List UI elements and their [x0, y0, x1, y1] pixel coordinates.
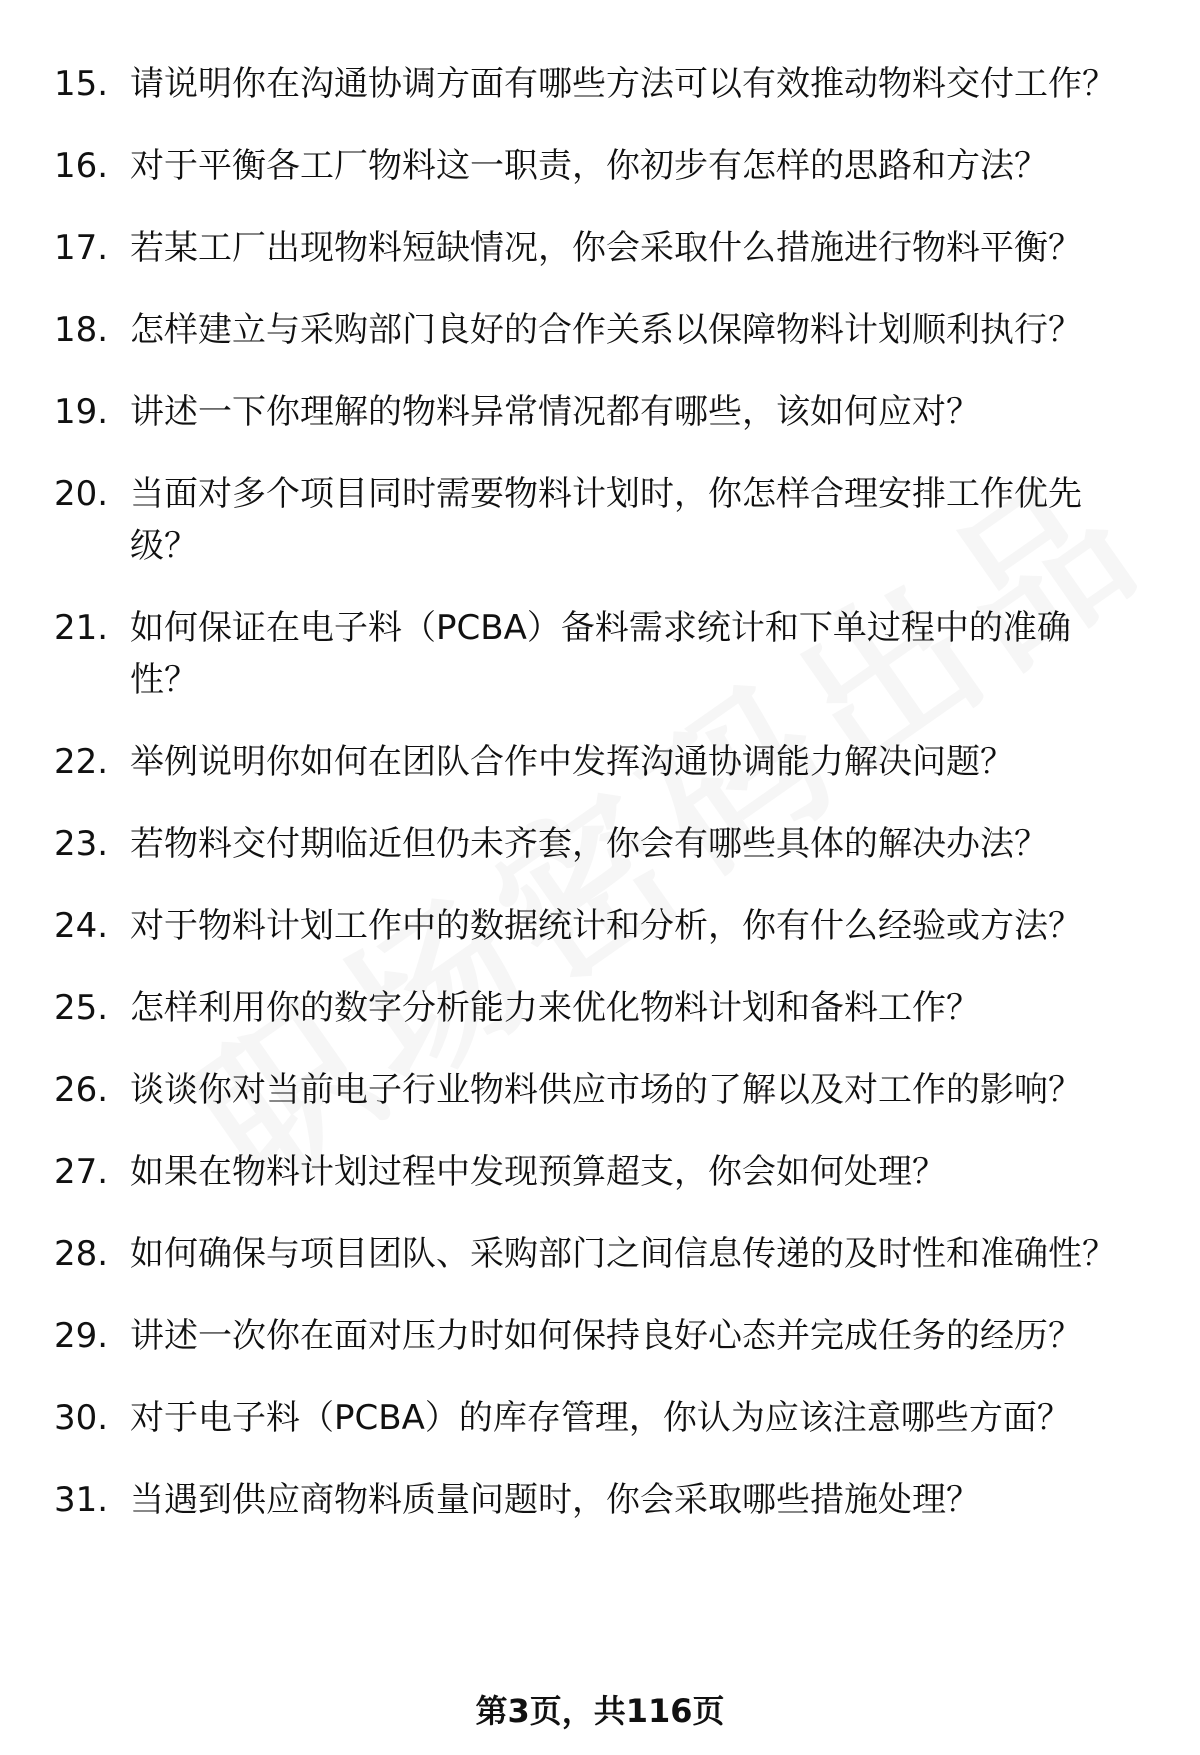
question-item	[0, 304, 1200, 356]
question-number: 28.	[54, 1234, 109, 1274]
question-text: 怎样建立与采购部门良好的合作关系以保障物料计划顺利执行？	[130, 310, 1082, 350]
question-text: 对于电子料（PCBA）的库存管理，你认为应该注意哪些方面？	[130, 1398, 1071, 1438]
question-item	[0, 1310, 1200, 1362]
question-text: 当面对多个项目同时需要物料计划时，你怎样合理安排工作优先级？	[130, 474, 1082, 566]
question-number: 31.	[54, 1480, 109, 1520]
question-item	[0, 602, 1200, 706]
question-item	[0, 58, 1200, 110]
question-item	[0, 1146, 1200, 1198]
question-number: 15.	[54, 64, 109, 104]
question-text: 怎样利用你的数字分析能力来优化物料计划和备料工作？	[130, 988, 980, 1028]
question-item	[0, 982, 1200, 1034]
question-text: 当遇到供应商物料质量问题时，你会采取哪些措施处理？	[130, 1480, 980, 1520]
question-item	[0, 818, 1200, 870]
question-item	[0, 736, 1200, 788]
question-number: 17.	[54, 228, 109, 268]
question-text: 若某工厂出现物料短缺情况，你会采取什么措施进行物料平衡？	[130, 228, 1082, 268]
question-number: 21.	[54, 608, 109, 648]
question-text: 若物料交付期临近但仍未齐套，你会有哪些具体的解决办法？	[130, 824, 1048, 864]
question-text: 如何保证在电子料（PCBA）备料需求统计和下单过程中的准确性？	[130, 608, 1071, 700]
question-text: 请说明你在沟通协调方面有哪些方法可以有效推动物料交付工作？	[130, 64, 1116, 104]
question-list	[0, 58, 1200, 1556]
question-item	[0, 1392, 1200, 1444]
question-text: 对于物料计划工作中的数据统计和分析，你有什么经验或方法？	[130, 906, 1082, 946]
question-item	[0, 900, 1200, 952]
question-text: 对于平衡各工厂物料这一职责，你初步有怎样的思路和方法？	[130, 146, 1048, 186]
question-item	[0, 140, 1200, 192]
question-text: 讲述一次你在面对压力时如何保持良好心态并完成任务的经历？	[130, 1316, 1082, 1356]
question-text: 举例说明你如何在团队合作中发挥沟通协调能力解决问题？	[130, 742, 1014, 782]
question-number: 26.	[54, 1070, 109, 1110]
question-text: 讲述一下你理解的物料异常情况都有哪些，该如何应对？	[130, 392, 980, 432]
question-number: 30.	[54, 1398, 109, 1438]
question-item	[0, 1228, 1200, 1280]
question-number: 29.	[54, 1316, 109, 1356]
question-number: 27.	[54, 1152, 109, 1192]
question-item	[0, 1064, 1200, 1116]
question-number: 18.	[54, 310, 109, 350]
question-number: 22.	[54, 742, 109, 782]
question-number: 23.	[54, 824, 109, 864]
question-number: 20.	[54, 474, 109, 514]
question-item	[0, 222, 1200, 274]
page-footer: 第3页，共116页	[475, 1692, 725, 1730]
question-item	[0, 386, 1200, 438]
question-number: 19.	[54, 392, 109, 432]
question-text: 谈谈你对当前电子行业物料供应市场的了解以及对工作的影响？	[130, 1070, 1082, 1110]
question-item	[0, 468, 1200, 572]
question-text: 如果在物料计划过程中发现预算超支，你会如何处理？	[130, 1152, 946, 1192]
question-number: 24.	[54, 906, 109, 946]
question-text: 如何确保与项目团队、采购部门之间信息传递的及时性和准确性？	[130, 1234, 1116, 1274]
question-item	[0, 1474, 1200, 1526]
question-number: 25.	[54, 988, 109, 1028]
question-number: 16.	[54, 146, 109, 186]
